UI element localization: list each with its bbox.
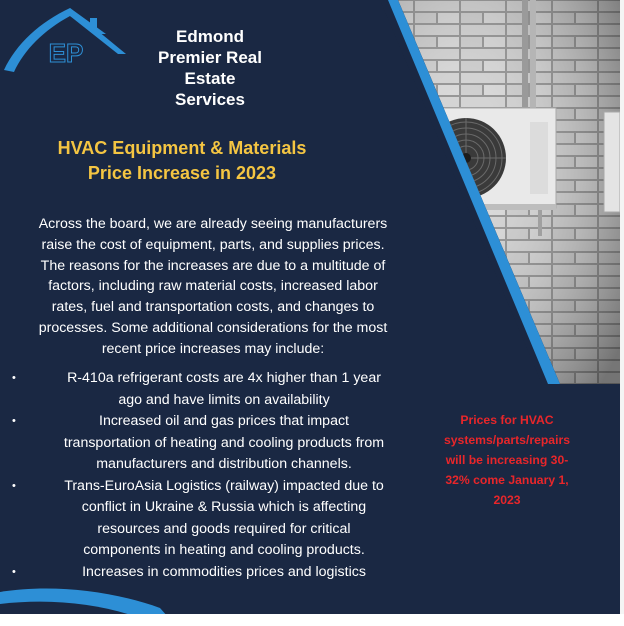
headline — [20, 136, 344, 186]
page-bottom-margin — [0, 614, 624, 626]
logo-letters: EP — [48, 38, 84, 68]
bullet-list — [10, 368, 416, 583]
bullet-line: Increases in commodities prices and logistics — [82, 563, 366, 580]
bullet-line: ago and have limits on availability — [118, 391, 330, 408]
intro-line: factors, including raw material costs, increased labor — [48, 278, 378, 295]
price-increase-callout — [432, 410, 582, 510]
intro-line: raise the cost of equipment, parts, and supplies prices. — [41, 236, 385, 253]
bullet-line: conflict in Ukraine & Russia which is affecting — [81, 499, 367, 515]
bullet-line: R-410a refrigerant costs are 4x higher than 1 year — [67, 370, 381, 386]
company-name-line: Edmond — [176, 27, 244, 46]
bullet-item — [10, 476, 416, 562]
bullet-line: Increased oil and gas prices that impact — [99, 413, 349, 429]
company-name — [130, 26, 290, 110]
bullet-item — [10, 368, 416, 411]
page-edge — [620, 0, 624, 626]
intro-line: processes. Some additional considerations for the most — [38, 319, 388, 336]
company-name-line: Estate — [184, 69, 236, 88]
callout-line: systems/parts/repairs — [443, 433, 570, 447]
callout-line: will be increasing 30- — [445, 453, 569, 467]
intro-line: recent price increases may include: — [101, 340, 325, 357]
headline-line-2: Price Increase in 2023 — [87, 163, 277, 183]
callout-line: Prices for HVAC — [460, 413, 554, 427]
intro-line: Across the board, we are already seeing manufacturers — [38, 216, 388, 232]
bullet-line: transportation of heating and cooling products from — [63, 434, 385, 451]
house-roof-logo-icon — [0, 0, 140, 90]
callout-line: 2023 — [493, 493, 521, 507]
bullet-item — [10, 411, 416, 476]
company-name-line: Services — [175, 90, 245, 109]
bullet-dot-icon: • — [12, 565, 16, 578]
bullet-item — [10, 562, 416, 584]
bullet-line: manufacturers and distribution channels. — [96, 456, 352, 472]
bullet-dot-icon: • — [12, 479, 16, 492]
bullet-dot-icon: • — [12, 415, 16, 427]
headline-line-1: HVAC Equipment & Materials — [57, 138, 307, 158]
company-name-line: Premier Real — [158, 48, 262, 67]
callout-line: 32% come January 1, — [445, 473, 569, 487]
intro-line: rates, fuel and transportation costs, and changes to — [51, 299, 375, 316]
intro-line: The reasons for the increases are due to a multitude of — [40, 257, 386, 274]
bullet-line: resources and goods required for critical — [97, 520, 351, 537]
bullet-line: Trans-EuroAsia Logistics (railway) impacted due to — [64, 477, 384, 494]
bullet-line: components in heating and cooling products. — [83, 542, 365, 558]
bullet-dot-icon: • — [12, 372, 16, 384]
intro-paragraph — [3, 214, 423, 360]
